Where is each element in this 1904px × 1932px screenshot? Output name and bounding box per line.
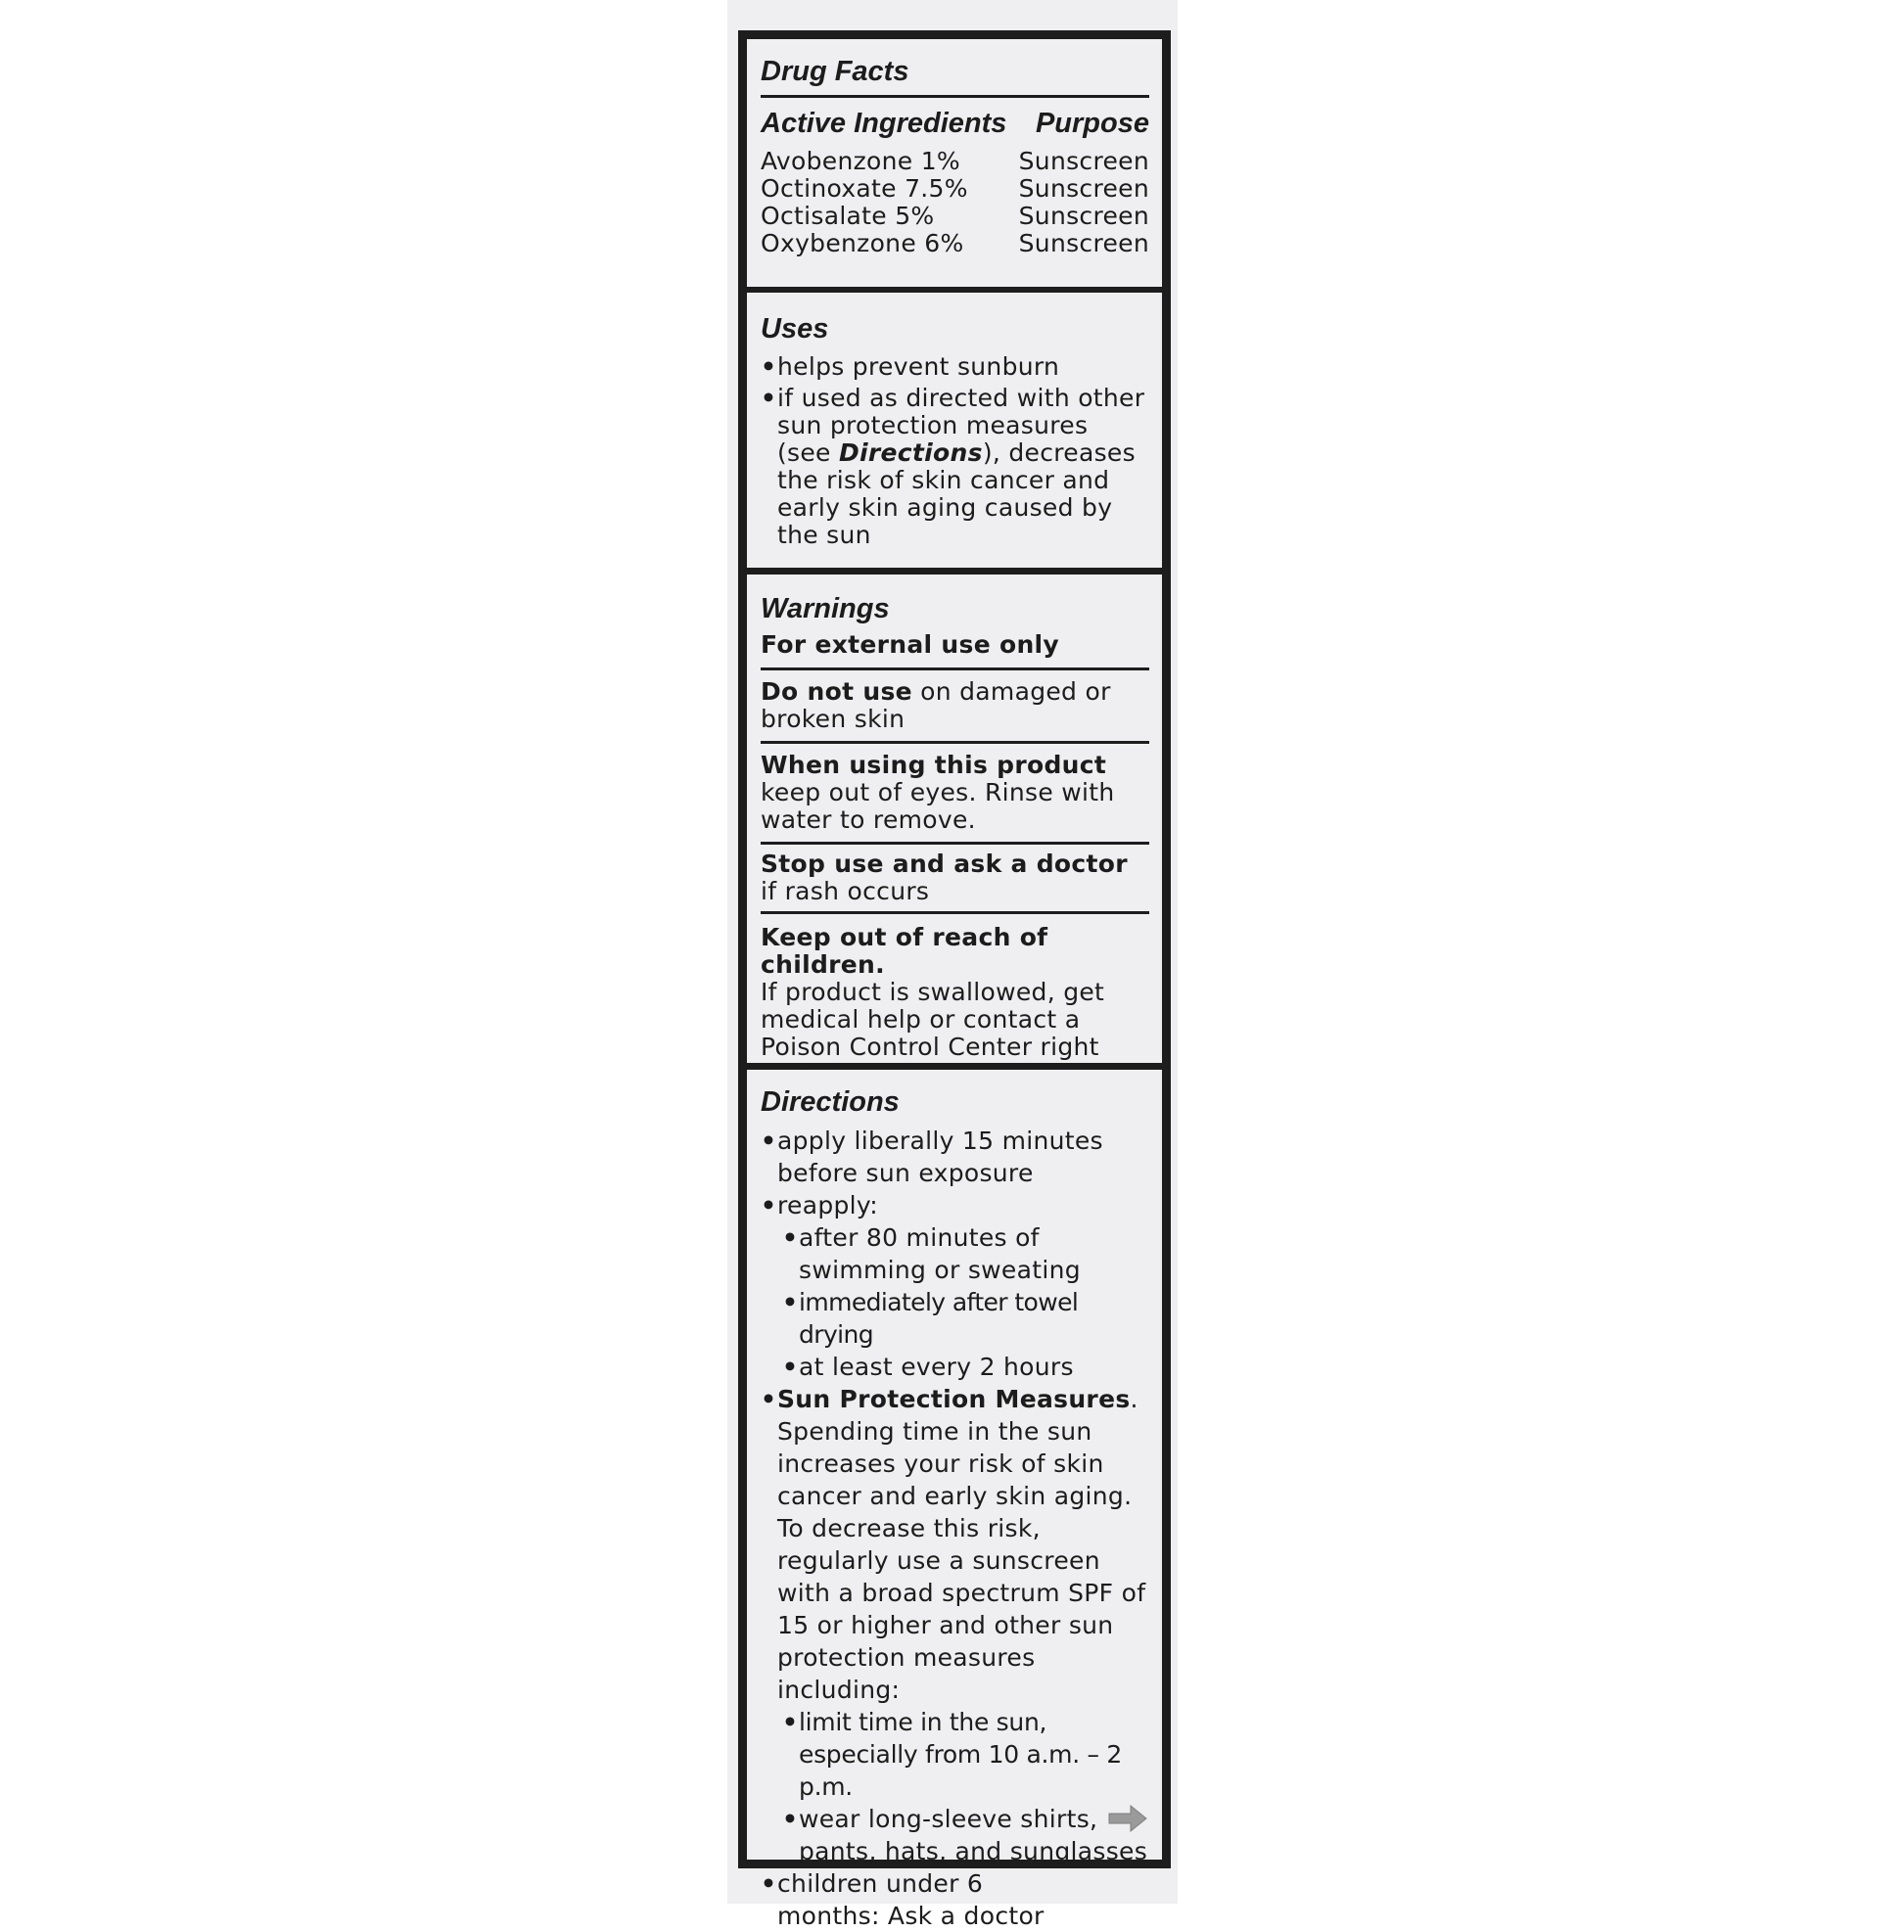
stop-use-warning: Stop use and ask a doctor if rash occurs [761,850,1128,905]
directions-item: • apply liberally 15 minutes before sun exposure [761,1127,1103,1187]
bullet-icon: • [782,1288,798,1316]
uses-heading: Uses [761,313,829,345]
ingredient-row [761,148,1149,175]
ingredient-purpose: Sunscreen [1018,229,1149,257]
ingredient-name: Avobenzone 1% [761,147,960,175]
ingredient-purpose: Sunscreen [1018,147,1149,175]
directions-section [747,1070,1162,1930]
bullet-icon: • [761,1191,777,1219]
directions-item: • reapply: [761,1191,878,1219]
active-ingredients-heading: Active Ingredients [761,108,1007,139]
directions-item: • Sun Protection Measures. Spending time in the sun increases your risk of skin cancer and early skin aging. To decrease this risk, regularly use a sunscreen with a broad spectrum SPF of 15 or higher and other sun protection measures including: [761,1385,1146,1704]
directions-item: • children under 6 months: Ask a doctor [761,1869,1045,1930]
ingredient-purpose: Sunscreen [1018,174,1149,203]
reapply-subitem: • at least every 2 hours [782,1353,1074,1381]
reapply-subitem: • after 80 minutes of swimming or sweating [782,1223,1081,1284]
bullet-icon: • [761,352,777,381]
uses-section [747,293,1162,568]
uses-item: • if used as directed with other sun protection measures (see Directions), decreases the risk of skin cancer and early skin aging caused by the sun [761,384,1145,549]
keep-out-warning: Keep out of reach of children. If product is swallowed, get medical help or contact a Poison Control Center right [761,923,1105,1061]
ingredient-purpose: Sunscreen [1018,202,1149,230]
directions-reference: Directions [839,438,983,467]
ingredients-header [761,108,1149,140]
drug-facts-title: Drug Facts [761,56,909,87]
reapply-subitem: • immediately after towel drying [782,1288,1079,1349]
when-using-warning: When using this product keep out of eyes. Rinse with water to remove. [761,751,1115,834]
bullet-icon: • [761,384,777,412]
ingredient-row [761,230,1149,257]
ingredients-list [761,148,1149,257]
spm-subitem: • wear long-sleeve shirts, pants, hats, and sunglasses [782,1805,1148,1865]
bullet-icon: • [761,1385,777,1413]
ingredient-name: Octinoxate 7.5% [761,174,968,203]
purpose-heading: Purpose [1035,108,1149,139]
bullet-icon: • [782,1708,798,1736]
external-use-notice: For external use only [761,630,1060,659]
bullet-icon: • [761,1869,777,1898]
right-arrow-icon [1107,1803,1148,1834]
ingredient-row [761,175,1149,203]
ingredient-name: Oxybenzone 6% [761,229,964,257]
ingredient-name: Octisalate 5% [761,202,935,230]
bullet-icon: • [782,1805,799,1833]
drug-facts-panel [738,30,1171,1930]
bullet-icon: • [782,1223,799,1252]
sun-protection-measures-label: Sun Protection Measures [777,1385,1131,1413]
directions-heading: Directions [761,1086,900,1118]
active-ingredients-section [747,39,1162,287]
warnings-section [747,575,1162,1063]
do-not-use-warning: Do not use on damaged or broken skin [761,677,1111,733]
uses-item: • helps prevent sunburn [761,352,1060,381]
warnings-heading: Warnings [761,593,890,624]
ingredient-row [761,203,1149,230]
title-rule [761,95,1149,98]
bullet-icon: • [761,1127,777,1155]
bullet-icon: • [782,1353,799,1381]
spm-subitem: • limit time in the sun, especially from 10 a.m. – 2 p.m. [782,1708,1122,1801]
